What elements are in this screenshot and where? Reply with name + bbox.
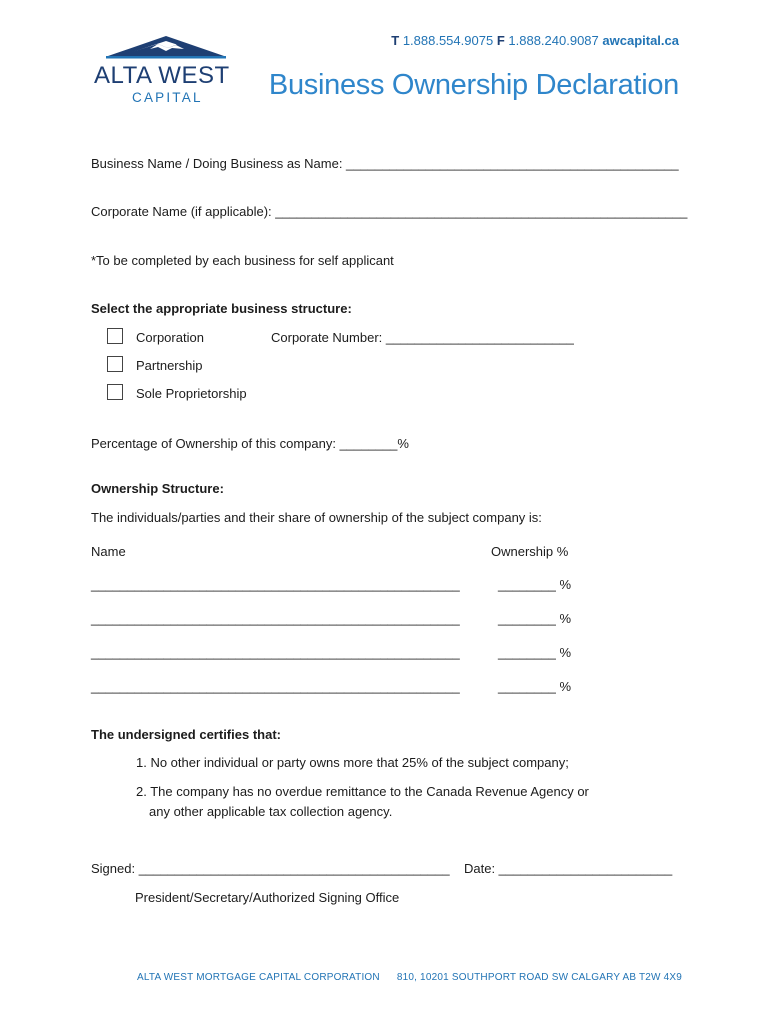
corporation-checkbox[interactable] [107,328,123,344]
mountain-roof-icon [88,32,244,64]
document-title: Business Ownership Declaration [268,69,679,101]
owner-percent-field[interactable]: ________ % [498,679,572,694]
owner-percent-field[interactable]: ________ % [498,611,572,626]
column-header-ownership: Ownership % [491,544,569,559]
signature-field[interactable]: Signed: ___________________________________________ [91,861,450,876]
company-logo [88,32,244,107]
structure-heading: Select the appropriate business structure: [91,301,352,316]
ownership-heading: Ownership Structure: [91,481,224,496]
business-name-field[interactable]: Business Name / Doing Business as Name: ______________________________________________ [91,156,679,171]
logo-wordmark: ALTA WEST [94,62,230,89]
owner-percent-field[interactable]: ________ % [498,645,572,660]
corporate-number-field[interactable]: Corporate Number: __________________________ [271,330,574,345]
owner-percent-field[interactable]: ________ % [498,577,572,592]
column-header-name: Name [91,544,126,559]
owner-name-field[interactable]: ___________________________________________________ [91,679,460,694]
certification-item-2: 2. The company has no overdue remittance to the Canada Revenue Agency or any other applicable tax collection agency. [136,784,589,819]
tel-label: T [391,33,400,48]
sole-proprietorship-label: Sole Proprietorship [136,386,247,401]
footer-address: 810, 10201 SOUTHPORT ROAD SW CALGARY AB T2W 4X9 [396,972,683,983]
certify-heading: The undersigned certifies that: [91,727,281,742]
logo-subword: CAPITAL [132,90,203,105]
certification-item-1: 1. No other individual or party owns more that 25% of the subject company; [136,755,569,770]
fax-label: F [496,33,505,48]
tel-number: 1.888.554.9075 [402,33,494,48]
ownership-intro: The individuals/parties and their share of ownership of the subject company is: [91,510,542,525]
page-footer [137,972,682,983]
footer-company: ALTA WEST MORTGAGE CAPITAL CORPORATION [137,972,380,983]
partnership-label: Partnership [136,358,203,373]
website-link[interactable]: awcapital.ca [602,33,679,48]
ownership-percentage-field[interactable]: Percentage of Ownership of this company: ________% [91,436,409,451]
owner-name-field[interactable]: ___________________________________________________ [91,577,460,592]
owner-name-field[interactable]: ___________________________________________________ [91,611,460,626]
fax-number: 1.888.240.9087 [508,33,599,48]
completion-note: *To be completed by each business for self applicant [91,253,394,268]
owner-name-field[interactable]: ___________________________________________________ [91,645,460,660]
corporate-name-field[interactable]: Corporate Name (if applicable): _________________________________________________________ [91,204,688,219]
partnership-checkbox[interactable] [107,356,123,372]
signing-office-caption: President/Secretary/Authorized Signing Office [135,890,400,905]
date-field[interactable]: Date: ________________________ [464,861,673,876]
sole-proprietorship-checkbox[interactable] [107,384,123,400]
contact-line [391,33,679,48]
corporation-label: Corporation [136,330,204,345]
